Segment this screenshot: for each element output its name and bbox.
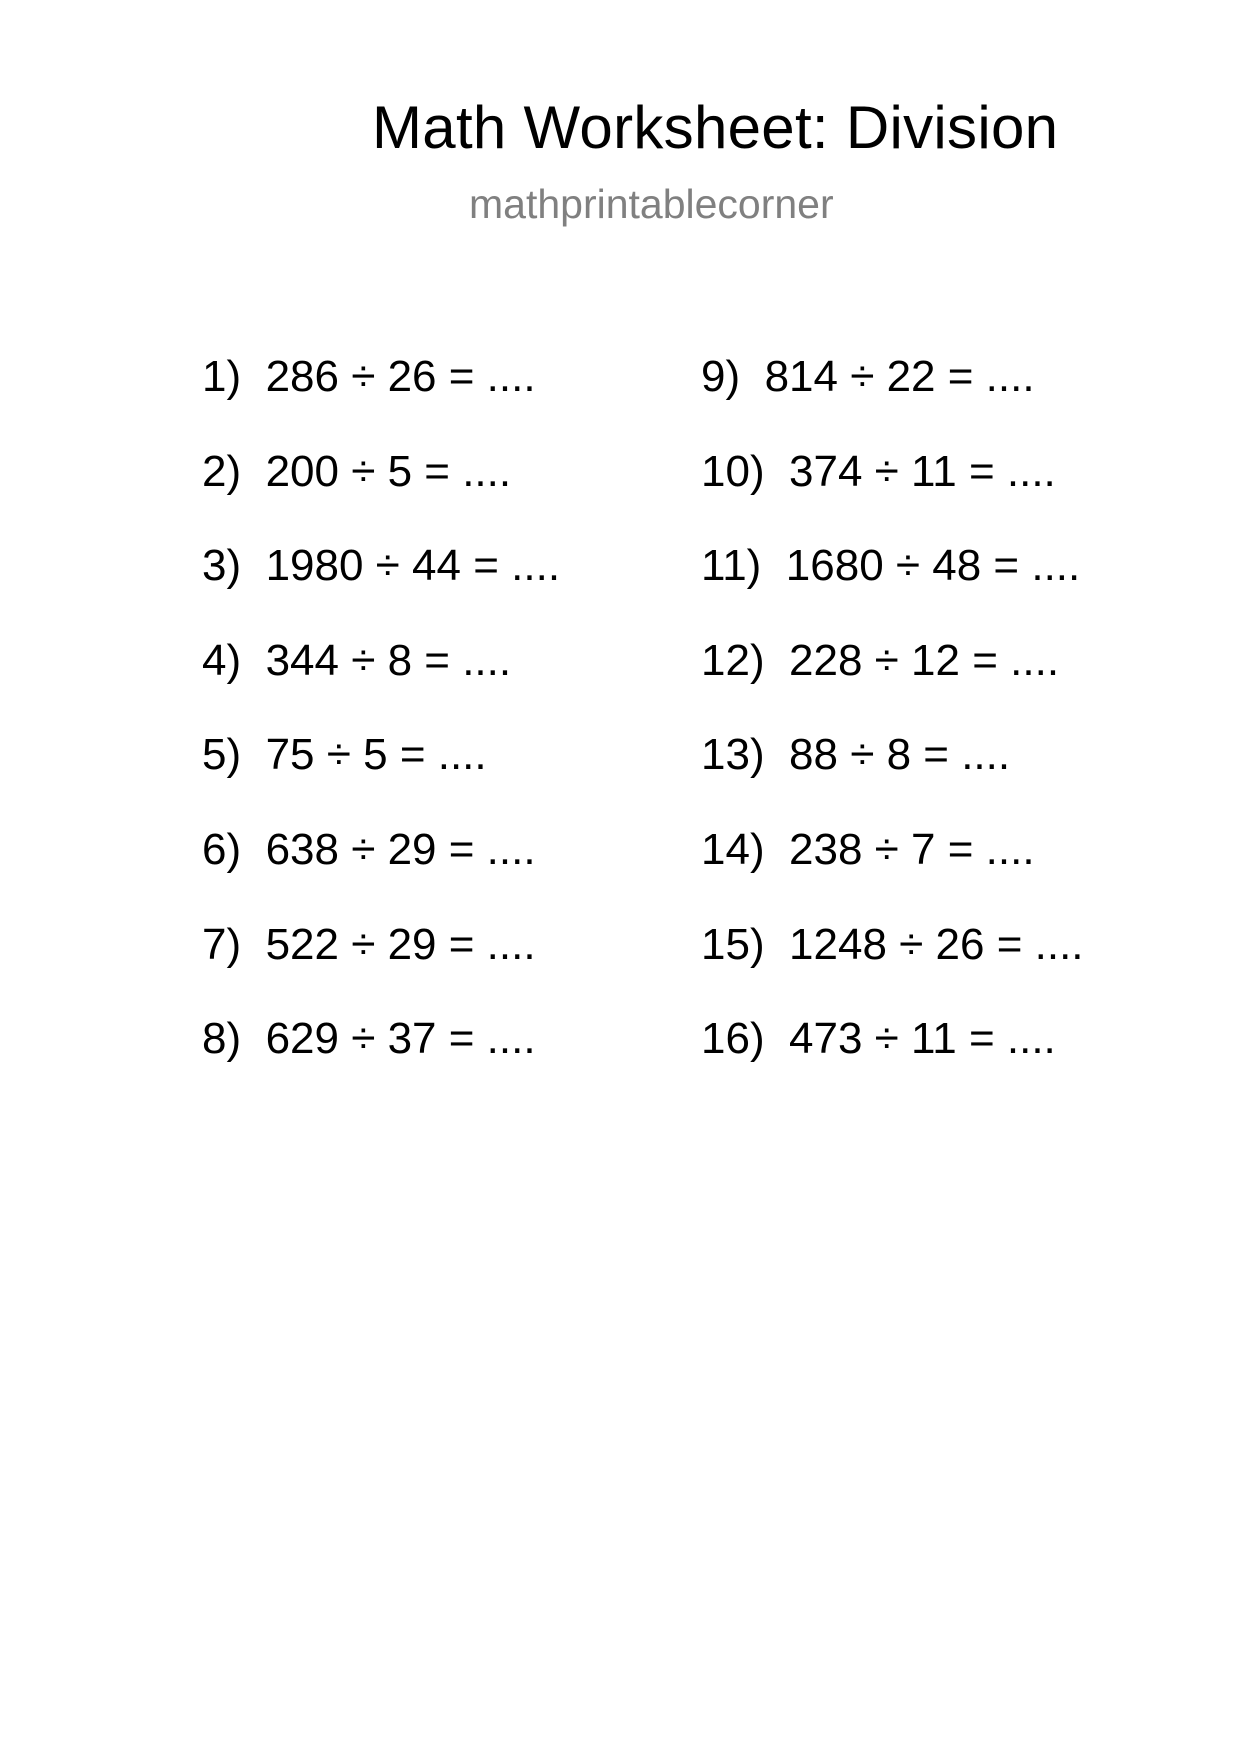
problem-column-right [701, 352, 1084, 1112]
problem-expression: 638 ÷ 29 = .... [265, 824, 536, 874]
problem-expression: 88 ÷ 8 = .... [789, 730, 1011, 780]
problem-expression: 228 ÷ 12 = .... [789, 635, 1060, 685]
problem-expression: 473 ÷ 11 = .... [789, 1014, 1056, 1064]
problem-item [701, 919, 1084, 1018]
problem-number: 7) [202, 919, 242, 969]
problem-item [202, 635, 560, 734]
problem-expression: 814 ÷ 22 = .... [764, 352, 1035, 401]
problem-number: 11) [701, 541, 762, 591]
problem-number: 15) [701, 919, 765, 969]
problem-number: 4) [202, 635, 242, 685]
problem-column-left [202, 352, 561, 1112]
problem-item [701, 541, 1084, 639]
problem-item [202, 730, 560, 828]
problem-item [202, 919, 560, 1018]
problem-expression: 522 ÷ 29 = .... [265, 919, 536, 969]
problem-item [202, 824, 560, 923]
problem-expression: 374 ÷ 11 = .... [789, 446, 1056, 496]
problem-number: 10) [701, 446, 765, 496]
problem-item [202, 352, 560, 450]
problem-number: 9) [701, 352, 741, 401]
problem-item [701, 1014, 1084, 1112]
problem-number: 3) [202, 541, 242, 591]
problem-item [701, 824, 1084, 923]
problem-expression: 629 ÷ 37 = .... [265, 1014, 536, 1064]
problem-number: 16) [701, 1014, 765, 1064]
problem-expression: 1680 ÷ 48 = .... [785, 541, 1081, 591]
problem-item [202, 541, 561, 639]
problem-item [202, 446, 560, 545]
page-title: Math Worksheet: Division [372, 94, 1059, 161]
problem-number: 1) [202, 352, 242, 401]
problem-expression: 200 ÷ 5 = .... [265, 446, 512, 496]
problem-item [202, 1014, 560, 1112]
problem-item [701, 352, 1084, 450]
problem-number: 5) [202, 730, 242, 780]
problem-number: 2) [202, 446, 242, 496]
problem-number: 12) [701, 635, 765, 685]
problem-expression: 344 ÷ 8 = .... [265, 635, 512, 685]
problem-item [701, 635, 1084, 734]
problem-number: 8) [202, 1014, 242, 1064]
problem-number: 6) [202, 824, 242, 874]
problem-number: 14) [701, 824, 765, 874]
problem-item [701, 446, 1084, 545]
problem-number: 13) [701, 730, 765, 780]
problem-item [701, 730, 1084, 828]
problem-expression: 1980 ÷ 44 = .... [265, 541, 561, 591]
page-subtitle: mathprintablecorner [469, 181, 834, 227]
problem-expression: 75 ÷ 5 = .... [265, 730, 487, 780]
problem-expression: 286 ÷ 26 = .... [265, 352, 536, 401]
problem-expression: 1248 ÷ 26 = .... [789, 919, 1084, 969]
problem-expression: 238 ÷ 7 = .... [789, 824, 1035, 874]
